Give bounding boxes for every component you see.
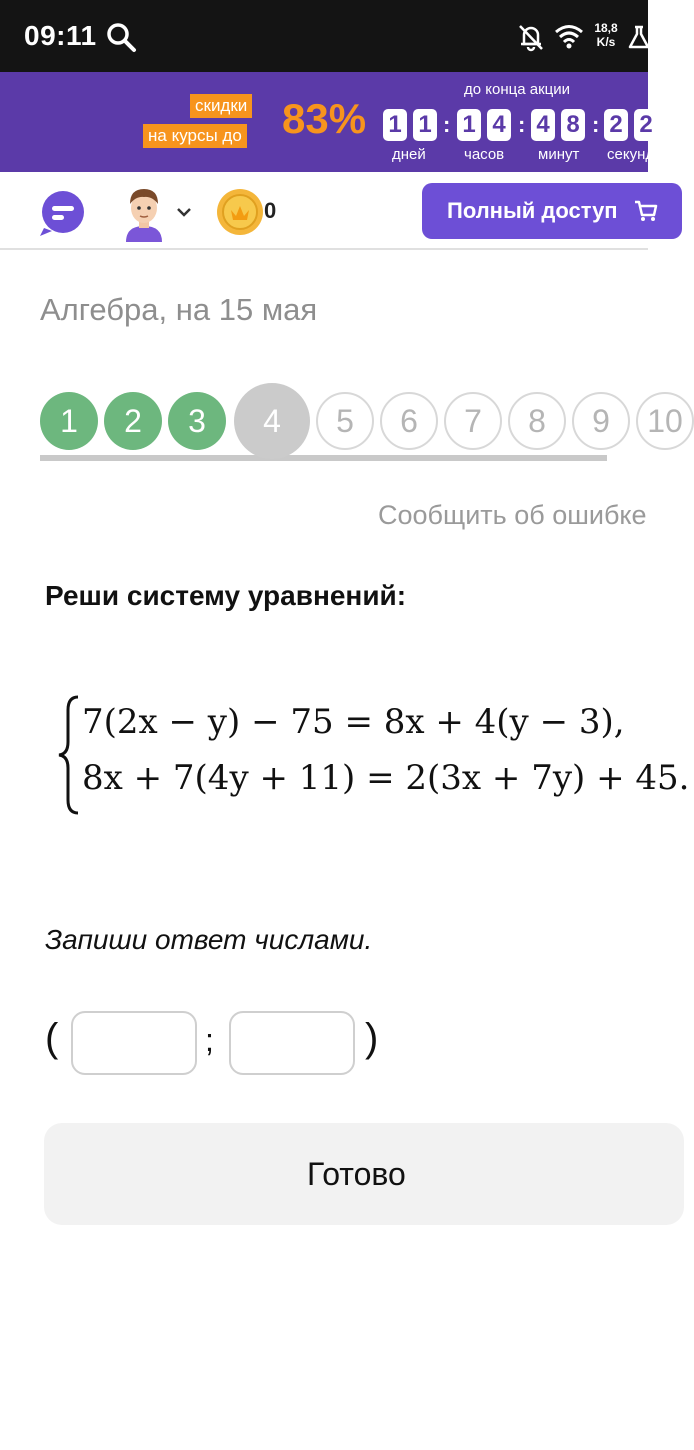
- step-9[interactable]: 9: [572, 392, 630, 450]
- task-progress: [40, 392, 683, 462]
- promo-caption: до конца акции: [464, 81, 570, 98]
- network-speed-value: 18,8: [594, 21, 618, 35]
- bell-off-icon: [516, 22, 546, 52]
- countdown-minutes-digit: 4: [531, 109, 555, 141]
- submit-button[interactable]: Готово: [44, 1123, 684, 1225]
- full-access-label: Полный доступ: [447, 198, 618, 223]
- step-2[interactable]: 2: [104, 392, 162, 450]
- countdown-hours-digit: 1: [457, 109, 481, 141]
- countdown-days-digit: 1: [383, 109, 407, 141]
- avatar[interactable]: [120, 184, 168, 242]
- task-title: Реши систему уравнений:: [45, 580, 407, 611]
- countdown-label-seconds: секунд: [607, 146, 655, 163]
- app-header: [0, 172, 648, 250]
- equation-system: [56, 694, 690, 816]
- network-speed-unit: K/s: [596, 35, 616, 49]
- clock: 09:11: [24, 20, 97, 51]
- answer-hint: Запиши ответ числами.: [45, 924, 373, 955]
- coin-count: 0: [264, 198, 277, 223]
- countdown-seconds-digit: 2: [604, 109, 628, 141]
- answer-row: [45, 1010, 405, 1076]
- countdown-separator: :: [518, 112, 526, 137]
- answer-y-input[interactable]: [229, 1011, 355, 1075]
- countdown-separator: :: [592, 112, 600, 137]
- step-6[interactable]: 6: [380, 392, 438, 450]
- open-paren: (: [45, 1016, 59, 1060]
- answer-x-input[interactable]: [71, 1011, 197, 1075]
- close-paren: ): [365, 1016, 379, 1060]
- step-4[interactable]: 4: [234, 383, 310, 459]
- chevron-down-icon[interactable]: [176, 206, 192, 218]
- countdown-minutes-digit: 8: [561, 109, 585, 141]
- countdown-label-minutes: минут: [538, 146, 580, 163]
- page-title: Алгебра, на 15 мая: [40, 292, 318, 327]
- countdown-label-hours: часов: [464, 146, 505, 163]
- countdown-hours-digit: 4: [487, 109, 511, 141]
- step-8[interactable]: 8: [508, 392, 566, 450]
- step-3[interactable]: 3: [168, 392, 226, 450]
- promo-line-1: скидки: [190, 94, 252, 118]
- network-speed: [593, 21, 619, 49]
- promo-line-2: на курсы до: [143, 124, 247, 148]
- report-error-link[interactable]: Сообщить об ошибке: [378, 500, 647, 530]
- left-brace: [56, 694, 82, 816]
- cart-icon: [634, 199, 658, 223]
- status-bar: [0, 0, 648, 72]
- step-10[interactable]: 10: [636, 392, 694, 450]
- countdown-label-days: дней: [392, 146, 426, 163]
- equation-1: 7(2x − y) − 75 = 8x + 4(y − 3),: [82, 702, 625, 742]
- progress-track: [40, 455, 607, 461]
- full-access-button[interactable]: [422, 183, 682, 239]
- answer-separator: ;: [205, 1022, 214, 1058]
- countdown-days-digit: 1: [413, 109, 437, 141]
- wifi-icon: [554, 22, 584, 50]
- promo-percent: 83%: [282, 95, 367, 142]
- countdown-seconds-digit: 2: [634, 109, 658, 141]
- flask-icon: [626, 24, 652, 50]
- step-5[interactable]: 5: [316, 392, 374, 450]
- equation-2: 8x + 7(4y + 11) = 2(3x + 7y) + 45.: [82, 758, 690, 798]
- coin-icon: [216, 188, 264, 236]
- promo-banner[interactable]: [0, 72, 655, 172]
- search-icon: [106, 22, 136, 52]
- step-1[interactable]: 1: [40, 392, 98, 450]
- step-7[interactable]: 7: [444, 392, 502, 450]
- chat-icon[interactable]: [38, 190, 88, 236]
- countdown-separator: :: [443, 112, 451, 137]
